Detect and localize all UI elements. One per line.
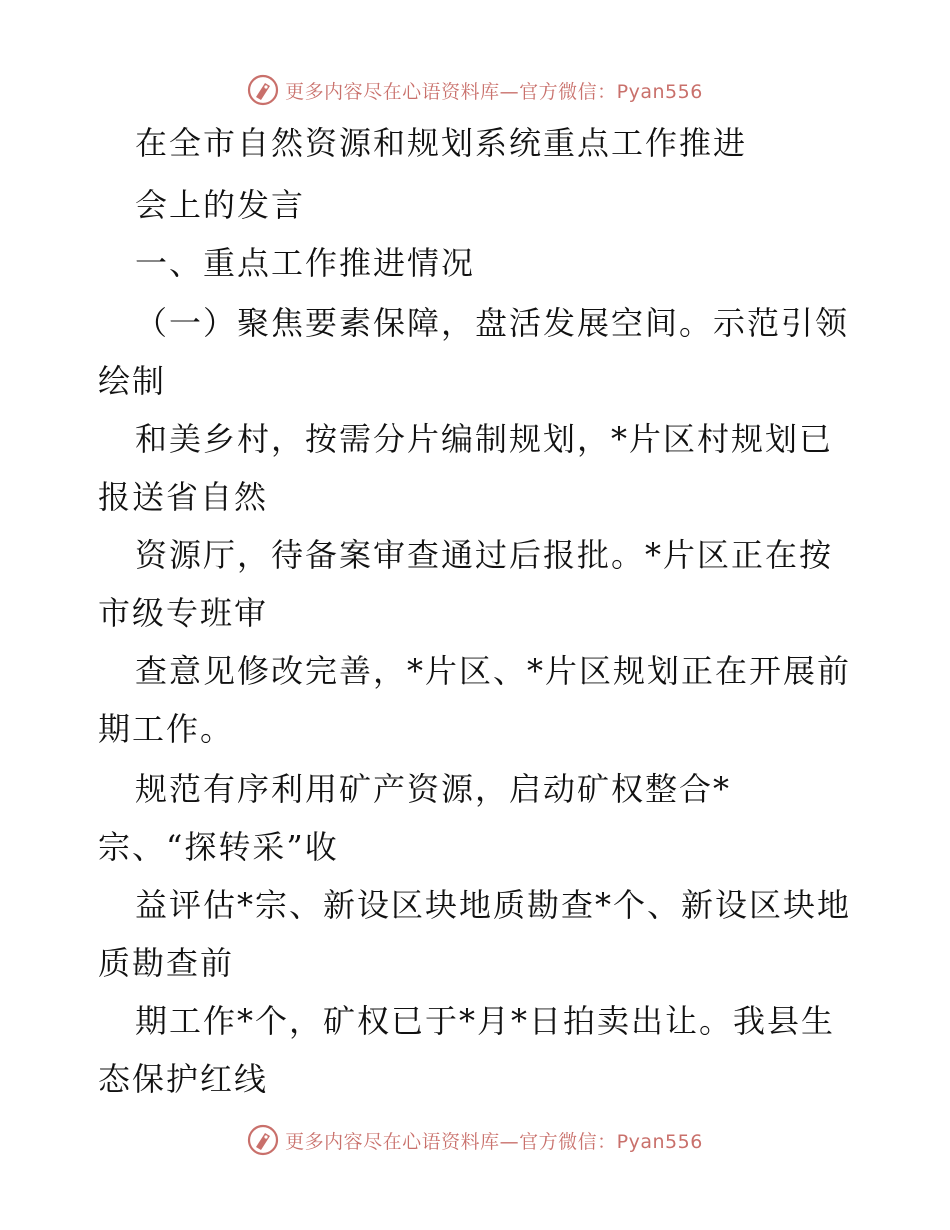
paragraph-line: 益评估*宗、新设区块地质勘查*个、新设区块地: [135, 886, 852, 924]
document-title-line-1: 在全市自然资源和规划系统重点工作推进: [135, 124, 748, 162]
paragraph-line: 查意见修改完善，*片区、*片区规划正在开展前: [135, 652, 852, 690]
paragraph-line: 绘制: [98, 362, 167, 400]
paragraph-line: 和美乡村，按需分片编制规划，*片区村规划已: [135, 420, 834, 458]
paragraph-line: 期工作*个，矿权已于*月*日拍卖出让。我县生: [135, 1002, 836, 1040]
pen-nib-logo-icon: [247, 74, 279, 106]
paragraph-line: （一）聚焦要素保障，盘活发展空间。示范引领: [135, 304, 850, 342]
section-heading: 一、重点工作推进情况: [135, 244, 476, 282]
paragraph-line: 宗、“探转采”收: [98, 828, 339, 866]
paragraph-line: 态保护红线: [98, 1060, 269, 1098]
paragraph-line: 规范有序利用矿产资源，启动矿权整合*: [135, 770, 732, 808]
pen-nib-logo-icon: [247, 1124, 279, 1156]
header-watermark: [0, 72, 950, 108]
paragraph-line: 期工作。: [98, 710, 235, 748]
paragraph-line: 报送省自然: [98, 478, 269, 516]
paragraph-line: 资源厅，待备案审查通过后报批。*片区正在按: [135, 536, 834, 574]
document-title-line-2: 会上的发言: [135, 186, 306, 224]
watermark-text: 更多内容尽在心语资料库—官方微信：Pyan556: [285, 80, 703, 103]
paragraph-line: 质勘查前: [98, 944, 235, 982]
footer-watermark: [0, 1122, 950, 1158]
paragraph-line: 市级专班审: [98, 594, 269, 632]
watermark-text: 更多内容尽在心语资料库—官方微信：Pyan556: [285, 1130, 703, 1153]
